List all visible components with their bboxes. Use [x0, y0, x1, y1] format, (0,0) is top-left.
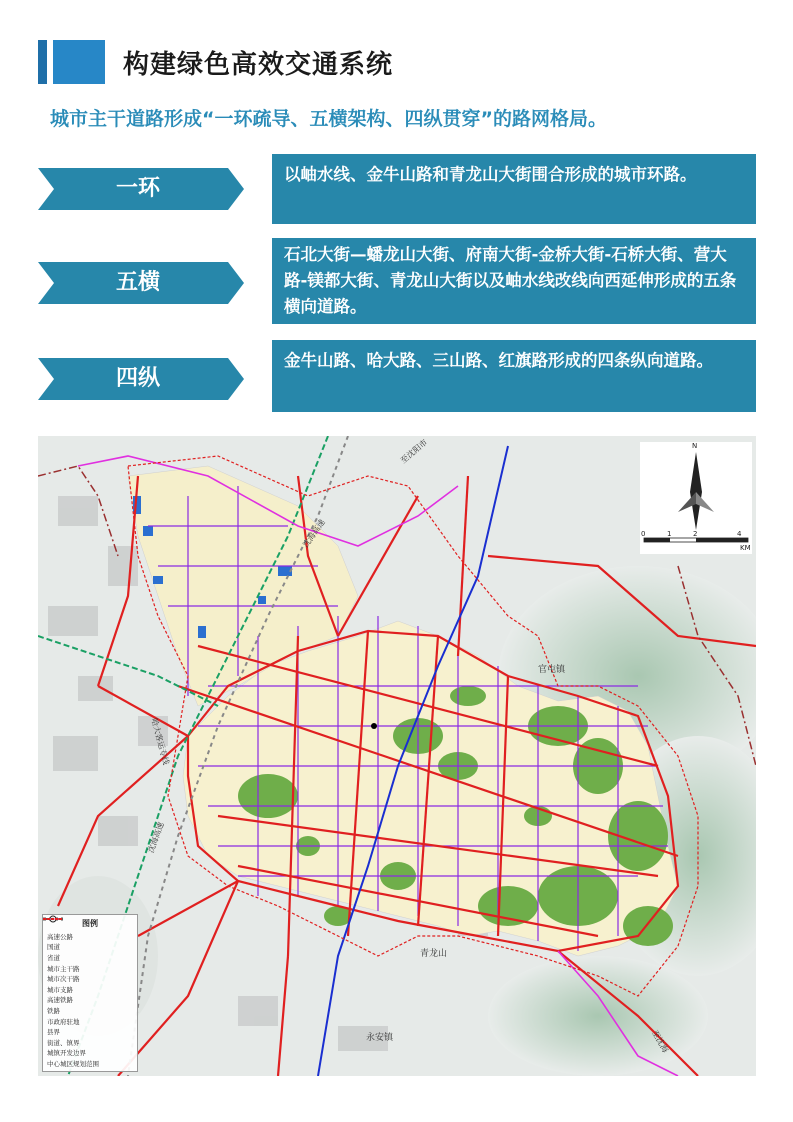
page-subtitle: 城市主干道路形成“一环疏导、五横架构、四纵贯穿”的路网格局。 [50, 108, 607, 130]
title-stripe [38, 40, 47, 84]
terrain-hill-south [488, 956, 708, 1076]
label-shenhai-north: 沈海高速 [301, 517, 327, 550]
north-label: N [692, 442, 698, 450]
legend-item: 街道、镇界 [47, 1037, 133, 1048]
row-vertical [38, 340, 756, 412]
legend-item: 城镇开发边界 [47, 1048, 133, 1059]
scale-tick-4: 4 [737, 530, 742, 538]
arrow-tag-horizontal [38, 262, 246, 304]
label-to-shenhai: 至沈海 [650, 1028, 670, 1055]
legend-title: 图例 [82, 919, 98, 928]
north-arrow-and-scale [640, 442, 752, 554]
planning-scope-line-icon [43, 915, 63, 923]
title-bar [38, 40, 393, 84]
government-seat-marker [371, 723, 377, 729]
row-text-vertical: 金牛山路、哈大路、三山路、红旗路形成的四条纵向道路。 [272, 340, 756, 412]
scale-tick-0: 0 [641, 530, 646, 538]
label-hada-railway: 哈大客运专线 [149, 717, 171, 766]
arrow-tag-ring [38, 168, 246, 210]
road-network-map [38, 436, 756, 1076]
legend-item: 中心城区规划范围 [47, 1058, 133, 1069]
legend-item: 市政府驻地 [47, 1016, 133, 1027]
row-ring [38, 154, 756, 224]
arrow-tag-vertical [38, 358, 246, 400]
scale-unit: KM [740, 544, 751, 552]
map-legend [42, 914, 138, 1072]
legend-item: 高速公路 [47, 931, 133, 942]
legend-item: 铁路 [47, 1005, 133, 1016]
title-square [53, 40, 105, 84]
page-title: 构建绿色高效交通系统 [123, 49, 394, 80]
row-horizontal [38, 238, 756, 324]
legend-item: 省道 [47, 952, 133, 963]
place-qinglongshan: 青龙山 [420, 949, 448, 959]
row-text-horizontal: 石北大街—蟠龙山大街、府南大街-金桥大街-石桥大街、营大路-镁都大街、青龙山大街以及岫水线改线向西延伸形成的五条横向道路。 [272, 238, 756, 324]
scale-tick-1: 1 [667, 530, 672, 538]
place-guantun: 官屯镇 [538, 665, 566, 675]
legend-item: 高速铁路 [47, 995, 133, 1006]
scale-tick-2: 2 [693, 530, 698, 538]
legend-item: 城市支路 [47, 984, 133, 995]
row-label-ring: 一环 [115, 176, 160, 201]
row-label-horizontal: 五横 [115, 270, 160, 295]
legend-item: 国道 [47, 942, 133, 953]
legend-item: 县界 [47, 1026, 133, 1037]
label-to-shenyang: 至沈阳市 [398, 437, 430, 466]
label-shenhai-south: 沈海高速 [146, 820, 166, 855]
legend-item: 城市主干路 [47, 963, 133, 974]
row-text-ring: 以岫水线、金牛山路和青龙山大街围合形成的城市环路。 [272, 154, 756, 224]
row-label-vertical: 四纵 [115, 366, 160, 391]
legend-item: 城市次干路 [47, 973, 133, 984]
north-arrow-icon [690, 452, 702, 530]
place-yongan: 永安镇 [366, 1033, 394, 1043]
